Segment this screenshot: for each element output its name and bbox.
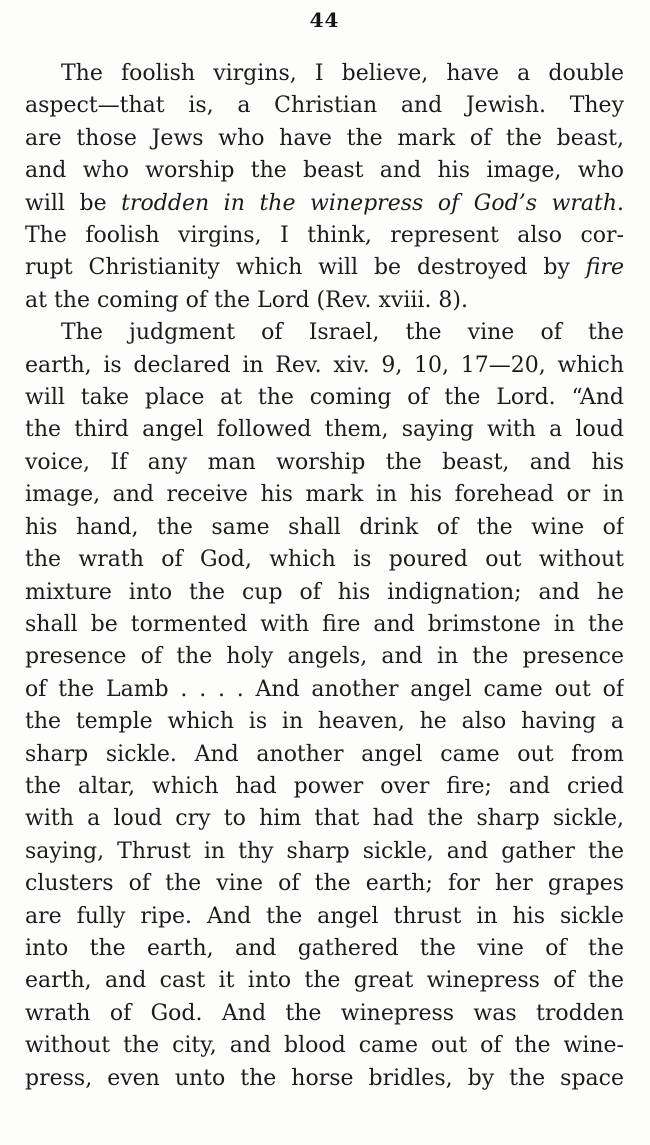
text-segment: rupt Christianity which will be destroyed by [25,255,586,281]
text-segment: earth, and cast it into the great winepress of the [25,968,624,994]
text-segment: are those Jews who have the mark of the beast, [25,125,624,151]
text-line [25,155,624,187]
text-line [25,285,624,317]
text-segment: the temple which is in heaven, he also having a [25,709,624,735]
text-line [25,350,624,382]
text-line [25,609,624,641]
text-segment-italic: trodden in the winepress of God’s wrath [121,190,618,216]
text-line [25,965,624,997]
text-segment: sharp sickle. And another angel came out from [25,741,624,767]
text-segment: will be [25,190,122,216]
text-segment: voice, If any man worship the beast, and his [25,449,624,475]
text-segment: will take place at the coming of the Lord. “And [25,385,624,411]
paragraph-2 [25,317,624,1095]
text-line [25,90,624,122]
text-segment: and who worship the beast and his image, who [25,158,624,184]
text-line [25,868,624,900]
text-segment: . [617,190,624,216]
text-line [25,317,624,349]
text-line [25,706,624,738]
text-line [25,1063,624,1095]
page-number: 44 [309,8,340,32]
text-line [25,933,624,965]
text-line [25,447,624,479]
text-line [25,252,624,284]
page-text [25,58,624,1095]
text-line [25,674,624,706]
text-segment: shall be tormented with fire and brimstone in the [25,611,624,637]
text-line [25,803,624,835]
text-segment: are fully ripe. And the angel thrust in his sickle [25,903,624,929]
text-segment: earth, is declared in Rev. xiv. 9, 10, 17—20, which [25,352,624,378]
text-segment: The foolish virgins, I believe, have a double [61,61,624,86]
text-segment: the altar, which had power over fire; and cried [25,773,624,799]
text-line [25,771,624,803]
text-segment: into the earth, and gathered the vine of the [25,935,624,961]
text-line [25,577,624,609]
text-segment: saying, Thrust in thy sharp sickle, and gather the [25,838,624,864]
text-segment: press, even unto the horse bridles, by the space [25,1065,624,1091]
text-segment-italic: fire [585,255,624,281]
text-segment: presence of the holy angels, and in the presence [25,644,624,670]
text-segment: the third angel followed them, saying with a loud [25,417,624,443]
text-segment: with a loud cry to him that had the sharp sickle, [25,806,624,832]
text-segment: the wrath of God, which is poured out without [25,547,624,573]
text-line [25,382,624,414]
text-line [25,1030,624,1062]
text-line [25,739,624,771]
text-segment: without the city, and blood came out of the wine- [25,1033,624,1059]
text-line [25,123,624,155]
text-line [25,414,624,446]
text-line [25,479,624,511]
text-segment: his hand, the same shall drink of the wine of [25,514,624,540]
text-segment: image, and receive his mark in his forehead or in [25,482,624,508]
text-segment: wrath of God. And the winepress was trodden [25,1000,624,1026]
text-segment: clusters of the vine of the earth; for her grapes [25,871,624,897]
text-segment: The judgment of Israel, the vine of the [61,320,624,346]
text-line [25,544,624,576]
text-segment: at the coming of the Lord (Rev. xviii. 8). [25,287,469,313]
text-line [25,998,624,1030]
text-line [25,188,624,220]
text-line [25,901,624,933]
text-line [25,512,624,544]
text-segment: The foolish virgins, I think, represent also cor- [25,223,624,249]
paragraph-1 [25,58,624,317]
text-line [25,220,624,252]
text-segment: of the Lamb . . . . And another angel came out of [25,676,624,702]
text-segment: mixture into the cup of his indignation; and he [25,579,624,605]
text-segment: aspect—that is, a Christian and Jewish. They [25,93,624,119]
text-line [25,641,624,673]
text-line [25,836,624,868]
text-line [25,58,624,90]
